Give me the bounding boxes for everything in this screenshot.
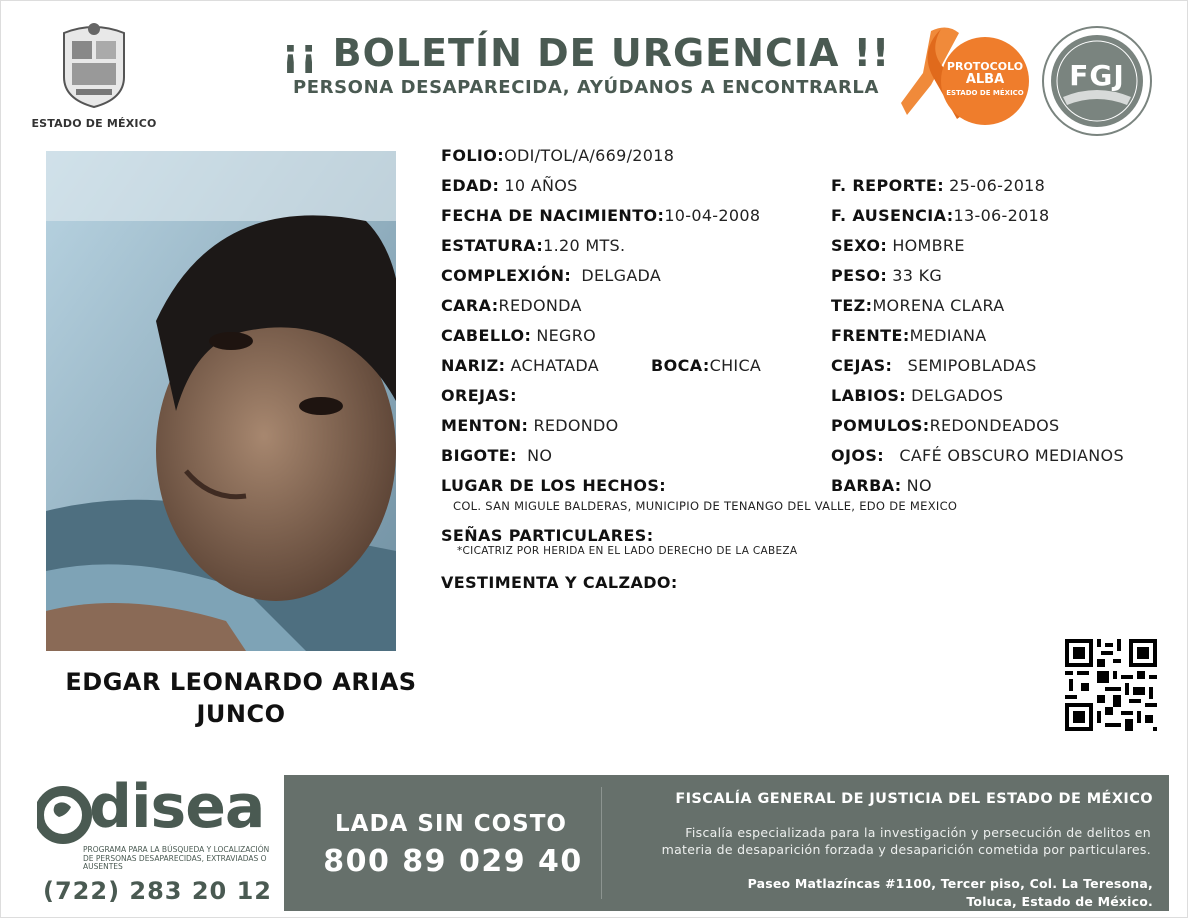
field-f-ausencia-label: F. AUSENCIA: (831, 206, 954, 225)
field-orejas-label: OREJAS: (441, 386, 517, 405)
field-pomulos-label: POMULOS: (831, 416, 930, 435)
field-menton-label: MENTON: (441, 416, 529, 435)
field-cara-label: CARA: (441, 296, 499, 315)
field-frente (831, 326, 987, 345)
field-edad (441, 176, 578, 195)
field-estatura (441, 236, 625, 255)
field-fecha-nacimiento (441, 206, 760, 225)
field-cara (441, 296, 582, 315)
field-complexion-label: COMPLEXIÓN: (441, 266, 572, 285)
field-boca-label: BOCA: (651, 356, 710, 375)
field-nariz (441, 356, 599, 375)
field-barba-value: NO (906, 476, 932, 495)
field-lugar-hechos (441, 476, 666, 495)
field-bigote-label: BIGOTE: (441, 446, 517, 465)
field-ojos (831, 446, 1124, 465)
lada-label: LADA SIN COSTO (335, 811, 567, 837)
field-labios-label: LABIOS: (831, 386, 907, 405)
field-cejas-value: SEMIPOBLADAS (907, 356, 1037, 375)
field-senas-value: *CICATRIZ POR HERIDA EN EL LADO DERECHO DE LA CABEZA (457, 545, 798, 557)
field-peso (831, 266, 942, 285)
fiscalia-title: FISCALÍA GENERAL DE JUSTICIA DEL ESTADO DE MÉXICO (675, 791, 1153, 807)
field-f-ausencia (831, 206, 1050, 225)
field-f-reporte-value: 25-06-2018 (949, 176, 1046, 195)
field-complexion (441, 266, 661, 285)
edomex-logo (29, 19, 159, 130)
fgj-label: FGJ (1069, 59, 1125, 92)
field-edad-value: 10 AÑOS (504, 176, 578, 195)
field-cabello-label: CABELLO: (441, 326, 532, 345)
missing-person-photo (46, 151, 396, 651)
field-folio (441, 146, 674, 165)
field-vestimenta-label: VESTIMENTA Y CALZADO: (441, 573, 678, 592)
field-sexo-label: SEXO: (831, 236, 888, 255)
field-cejas (831, 356, 1037, 375)
field-senas (441, 526, 654, 545)
field-estatura-value: 1.20 MTS. (543, 236, 626, 255)
bulletin-subtitle: PERSONA DESAPARECIDA, AYÚDANOS A ENCONTRARLA (292, 77, 880, 98)
field-peso-label: PESO: (831, 266, 888, 285)
field-labios-value: DELGADOS (911, 386, 1004, 405)
field-cejas-label: CEJAS: (831, 356, 893, 375)
field-boca-value: CHICA (709, 356, 762, 375)
field-frente-value: MEDIANA (909, 326, 987, 345)
field-nariz-value: ACHATADA (510, 356, 599, 375)
field-sexo-value: HOMBRE (892, 236, 965, 255)
bulletin-title: ¡¡ BOLETÍN DE URGENCIA !! (281, 31, 891, 75)
field-bigote (441, 446, 552, 465)
fiscalia-address-line2: Toluca, Estado de México. (966, 893, 1153, 909)
alba-text (943, 61, 1027, 98)
field-pomulos (831, 416, 1059, 435)
field-frente-label: FRENTE: (831, 326, 910, 345)
fiscalia-address-line1: Paseo Matlazíncas #1100, Tercer piso, Col. La Teresona, (747, 876, 1153, 891)
field-boca (651, 356, 761, 375)
field-edad-label: EDAD: (441, 176, 500, 195)
fiscalia-description-line1: Fiscalía especializada para la investigación y persecución de delitos en (685, 825, 1151, 840)
field-ojos-label: OJOS: (831, 446, 885, 465)
state-label: ESTADO DE MÉXICO (31, 117, 157, 130)
field-f-reporte-label: F. REPORTE: (831, 176, 945, 195)
field-tez-label: TEZ: (831, 296, 873, 315)
qr-code-icon[interactable] (1065, 639, 1157, 731)
field-fecha-nacimiento-label: FECHA DE NACIMIENTO: (441, 206, 665, 225)
fiscalia-description-line2: materia de desaparición forzada y desaparición cometida por particulares. (661, 841, 1151, 857)
field-tez (831, 296, 1005, 315)
field-complexion-value: DELGADA (581, 266, 662, 285)
fiscalia-address (611, 875, 1153, 910)
field-estatura-label: ESTATURA: (441, 236, 544, 255)
fiscalia-description (611, 825, 1151, 859)
odisea-description: PROGRAMA PARA LA BÚSQUEDA Y LOCALIZACIÓN DE PERSONAS DESAPARECIDAS, EXTRAVIADAS O AUSENTES (83, 845, 270, 872)
field-f-reporte (831, 176, 1045, 195)
odisea-word: disea (89, 772, 265, 842)
person-name-line2: JUNCO (196, 699, 286, 728)
alba-line3: ESTADO DE MÉXICO (946, 89, 1024, 98)
person-name (31, 667, 451, 730)
field-nariz-label: NARIZ: (441, 356, 506, 375)
person-name-line1: EDGAR LEONARDO ARIAS (65, 668, 417, 696)
field-vestimenta (441, 573, 678, 592)
field-peso-value: 33 KG (892, 266, 943, 285)
field-sexo (831, 236, 965, 255)
field-cabello (441, 326, 596, 345)
field-orejas (441, 386, 517, 405)
alba-line2: ALBA (965, 71, 1005, 87)
odisea-phone[interactable]: (722) 283 20 12 (43, 877, 272, 905)
coat-of-arms-icon (54, 19, 134, 109)
band-divider (601, 787, 602, 899)
field-folio-label: FOLIO: (441, 146, 505, 165)
field-menton (441, 416, 619, 435)
alba-line1: PROTOCOLO (946, 60, 1024, 73)
field-cara-value: REDONDA (498, 296, 582, 315)
field-cabello-value: NEGRO (536, 326, 597, 345)
field-lugar-hechos-value: COL. SAN MIGULE BALDERAS, MUNICIPIO DE TENANGO DEL VALLE, EDO DE MEXICO (453, 499, 958, 513)
field-lugar-hechos-label: LUGAR DE LOS HECHOS: (441, 476, 667, 495)
field-barba (831, 476, 932, 495)
field-tez-value: MORENA CLARA (872, 296, 1005, 315)
field-labios (831, 386, 1003, 405)
field-barba-label: BARBA: (831, 476, 902, 495)
field-menton-value: REDONDO (533, 416, 619, 435)
field-folio-value: ODI/TOL/A/669/2018 (504, 146, 675, 165)
field-ojos-value: CAFÉ OBSCURO MEDIANOS (899, 446, 1124, 465)
field-f-ausencia-value: 13-06-2018 (953, 206, 1050, 225)
lada-number[interactable]: 800 89 029 40 (323, 844, 583, 879)
field-fecha-nacimiento-value: 10-04-2008 (664, 206, 761, 225)
field-pomulos-value: REDONDEADOS (929, 416, 1060, 435)
field-senas-label: SEÑAS PARTICULARES: (441, 526, 654, 545)
field-bigote-value: NO (527, 446, 553, 465)
